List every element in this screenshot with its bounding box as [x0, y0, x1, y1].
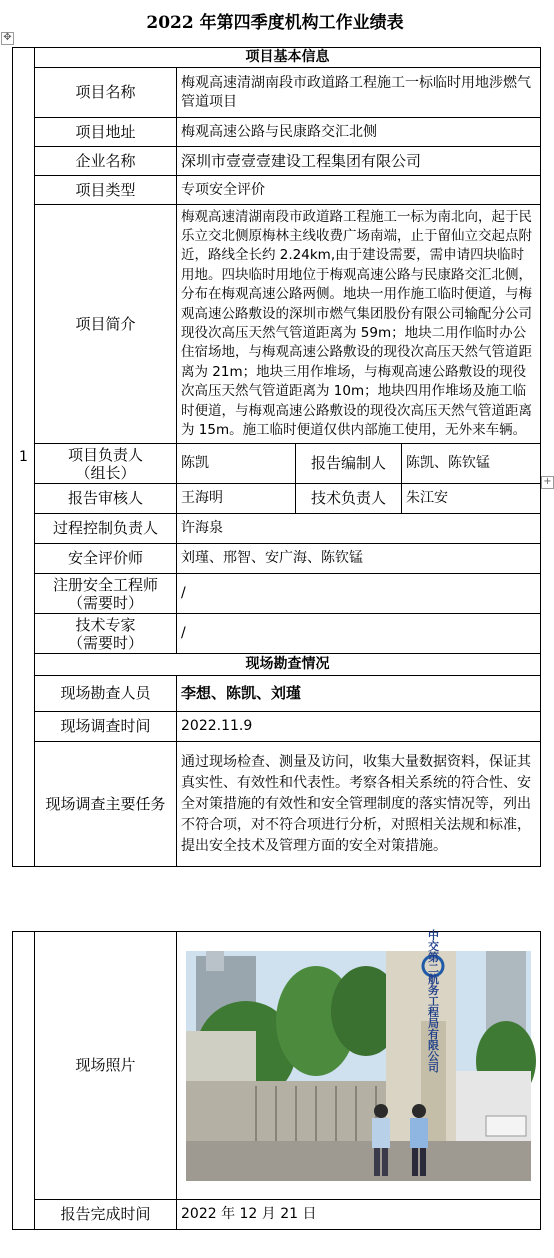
safety-evaluators-label: 安全评价师 — [35, 544, 177, 574]
document-title: 2022 年第四季度机构工作业绩表 — [146, 13, 404, 33]
tech-leader-value: 朱江安 — [402, 484, 541, 514]
registered-engineer-value: / — [177, 574, 541, 614]
project-type-value: 专项安全评价 — [177, 176, 541, 205]
tech-expert-value: / — [177, 614, 541, 654]
site-photo-cell — [177, 929, 541, 1200]
tech-expert-label — [35, 614, 177, 654]
report-completion-value: 2022 年 12 月 21 日 — [177, 1200, 541, 1230]
project-leader-value: 陈凯 — [177, 444, 296, 484]
performance-table — [12, 47, 541, 867]
row-number: 1 — [13, 48, 35, 867]
photo-table — [12, 931, 541, 1230]
project-name-label: 项目名称 — [35, 68, 177, 118]
site-photo — [186, 929, 531, 1181]
report-reviewer-value: 王海明 — [177, 484, 296, 514]
project-address-value: 梅观高速公路与民康路交汇北侧 — [177, 118, 541, 147]
site-inspectors-label: 现场勘查人员 — [35, 676, 177, 712]
report-reviewer-label: 报告审核人 — [35, 484, 177, 514]
project-address-label: 项目地址 — [35, 118, 177, 147]
project-leader-label-line1: 项目负责人 — [67, 445, 143, 464]
project-type-label: 项目类型 — [35, 176, 177, 205]
section-header-site-inspection: 现场勘查情况 — [35, 654, 541, 676]
site-photo-sign-text: 中交第二航务工程局有限公司 — [426, 929, 440, 1072]
project-intro-value: 梅观高速清湖南段市政道路工程施工一标为南北向，起于民乐立交北侧原梅林主线收费广场南端，止于留仙立交起点附近，路线全长约 2.24km,由于建设需要，需申请四块临时用地。四块临时用地位于梅观高速公路与民康路交汇北侧，分布在梅观高速公路两侧。地块一用作施工临时便道，与梅观高速公路敷设的深圳市燃气集团股份有限公司输配分公司现役次高压天然气管道距离为 59m；地块二用作临时办公住宿场地，与梅观高速公路敷设的现役次高压天然气管道距离为 21m；地块三用作堆场，与梅观高速公路敷设的现役次高压天然气管道距离为 10m；地块四用作堆场及施工临时便道，与梅观高速公路敷设的现役次高压天然气管道距离为 15m。施工临时便道仅供内部施工使用，无外来车辆。 — [177, 205, 541, 444]
report-author-label: 报告编制人 — [296, 444, 402, 484]
site-inspectors-value: 李想、陈凯、刘瑾 — [177, 676, 541, 712]
report-author-value: 陈凯、陈钦锰 — [402, 444, 541, 484]
move-handle-icon[interactable]: ✥ — [1, 32, 14, 45]
process-control-label: 过程控制负责人 — [35, 514, 177, 544]
registered-engineer-label-line1: 注册安全工程师 — [52, 575, 158, 594]
section-header-basic-info: 项目基本信息 — [35, 48, 541, 68]
site-tasks-value: 通过现场检查、测量及访问，收集大量数据资料，保证其真实性、有效性和代表性。考察各相关系统的符合性、安全对策措施的有效性和安全管理制度的落实情况等，列出不符合项，对不符合项进行分析，对照相关法规和标准，提出安全技术及管理方面的安全对策措施。 — [177, 742, 541, 867]
registered-engineer-label-line2: （需要时） — [67, 593, 143, 612]
registered-engineer-label — [35, 574, 177, 614]
site-tasks-label: 现场调查主要任务 — [35, 742, 177, 867]
tech-leader-label: 技术负责人 — [296, 484, 402, 514]
tech-expert-label-line1: 技术专家 — [75, 615, 136, 634]
report-completion-label: 报告完成时间 — [35, 1200, 177, 1230]
resize-handle-icon[interactable]: + — [541, 476, 554, 489]
site-survey-time-value: 2022.11.9 — [177, 712, 541, 742]
process-control-value: 许海泉 — [177, 514, 541, 544]
safety-evaluators-value: 刘瑾、邢智、安广海、陈钦锰 — [177, 544, 541, 574]
project-name-value: 梅观高速清湖南段市政道路工程施工一标临时用地涉燃气管道项目 — [177, 68, 541, 118]
company-name-label: 企业名称 — [35, 147, 177, 176]
project-leader-label — [35, 444, 177, 484]
project-leader-label-line2: （组长） — [75, 463, 136, 482]
company-name-value: 深圳市壹壹壹建设工程集团有限公司 — [177, 147, 541, 176]
project-intro-label: 项目简介 — [35, 205, 177, 444]
tech-expert-label-line2: （需要时） — [67, 633, 143, 652]
photo-table-index-cell — [13, 932, 35, 1230]
site-photo-image — [186, 929, 531, 1181]
site-survey-time-label: 现场调查时间 — [35, 712, 177, 742]
site-photo-label: 现场照片 — [35, 932, 177, 1200]
